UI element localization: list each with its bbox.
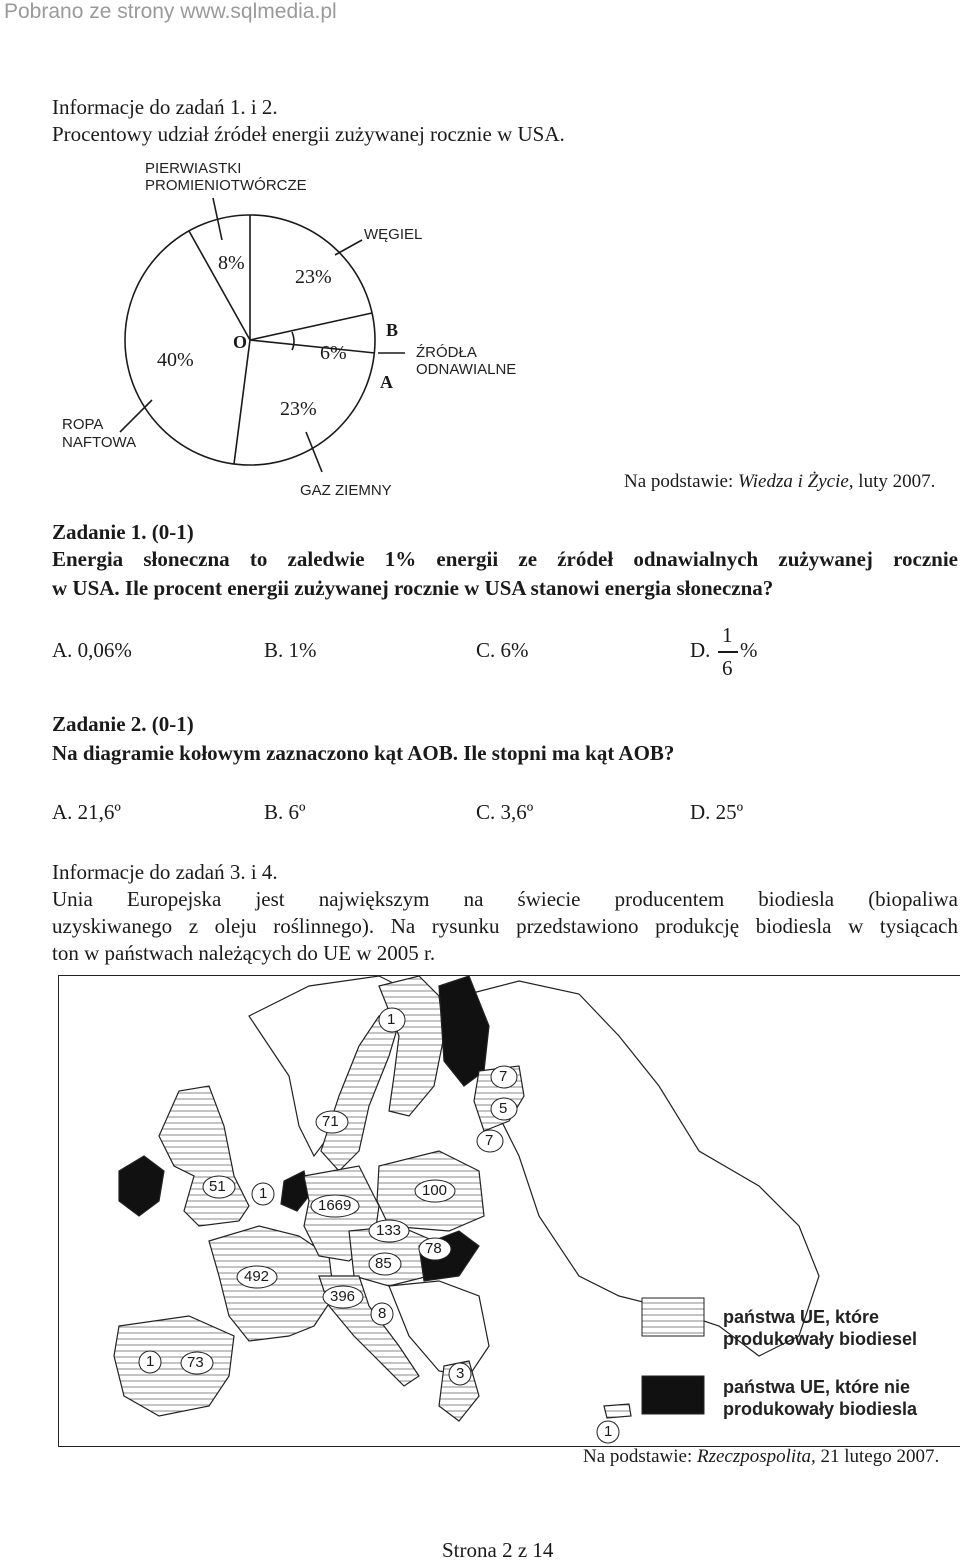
value-poland: 100 (413, 1178, 457, 1209)
leader-coal (335, 240, 362, 255)
angle-arc (292, 332, 294, 350)
map-source (583, 1446, 939, 1468)
label-renewable-l2: ODNAWIALNE (416, 361, 517, 378)
label-renewable-l1: ŹRÓDŁA (416, 344, 477, 361)
fraction-bar (718, 651, 738, 653)
pct-radioactive: 8% (218, 252, 245, 274)
value-slovakia: 78 (417, 1236, 453, 1267)
legend-nonproducers-l1: państwa UE, które nie (723, 1377, 911, 1397)
task1-option-d-numerator: 1 (722, 623, 733, 647)
value-uk: 51 (201, 1174, 237, 1205)
legend-swatch-producers (642, 1298, 704, 1336)
cyprus (604, 1404, 631, 1418)
point-o: O (233, 332, 248, 352)
label-radioactive-l1: PIERWIASTKI (145, 160, 242, 177)
value-spain: 73 (179, 1350, 215, 1381)
ireland-black (119, 1156, 164, 1216)
leader-oil (120, 400, 152, 432)
europe-map (58, 975, 960, 1447)
pie-chart (0, 150, 960, 510)
leader-gas (306, 432, 322, 472)
task1-title: Zadanie 1. (0-1) (52, 520, 194, 544)
info2-heading: Informacje do zadań 3. i 4. (52, 860, 278, 884)
value-estonia: 7 (489, 1064, 519, 1095)
uk (159, 1086, 249, 1226)
task2-question: Na diagramie kołowym zaznaczono kąt AOB. Ile stopni ma kąt AOB? (52, 741, 675, 765)
task1-line1: Energia słoneczna to zaledwie 1% energii ze źródeł odnawialnych zużywanej rocznie (52, 547, 958, 571)
task1-option-b: B. 1% (264, 638, 317, 662)
task1-line2: w USA. Ile procent energii zużywanej rocznie w USA stanowi energia słoneczna? (52, 576, 774, 600)
value-slovenia: 8 (369, 1301, 395, 1332)
pct-coal: 23% (295, 266, 332, 288)
label-radioactive-l2: PROMIENIOTWÓRCZE (145, 177, 307, 194)
label-oil-l1: ROPA (62, 416, 104, 433)
pie-source-prefix: Na podstawie: (624, 471, 738, 492)
value-lithuania: 7 (475, 1128, 505, 1159)
value-greece: 3 (447, 1361, 473, 1392)
point-a: A (380, 372, 393, 392)
legend-nonproducers-l2: produkowały biodiesla (723, 1399, 918, 1419)
legend-producers-l2: produkowały biodiesel (723, 1329, 918, 1349)
info2-line1: Unia Europejska jest największym na świecie producentem biodiesla (biopaliwa (52, 887, 958, 911)
legend-swatch-nonproducers (642, 1376, 704, 1414)
task1-option-c: C. 6% (476, 638, 529, 662)
value-belgium: 1 (250, 1181, 276, 1212)
info2-line2: uzyskiwanego z oleju roślinnego). Na rysunku przedstawiono produkcję biodiesla w tysiącach (52, 914, 958, 938)
task2-option-a: A. 21,6º (52, 800, 121, 824)
info1-subtitle: Procentowy udział źródeł energii zużywanej rocznie w USA. (52, 122, 565, 146)
info2-line3: ton w państwach należących do UE w 2005 r. (52, 941, 436, 965)
task1-option-d-label: D. (690, 638, 711, 662)
label-oil-l2: NAFTOWA (62, 434, 137, 451)
watermark: Pobrano ze strony www.sqlmedia.pl (4, 0, 337, 23)
task1-option-d-denominator: 6 (722, 656, 733, 680)
page-footer: Strona 2 z 14 (442, 1538, 554, 1562)
value-sweden: 71 (314, 1109, 350, 1140)
pct-oil: 40% (157, 349, 194, 371)
pie-source (624, 471, 935, 493)
pct-gas: 23% (280, 398, 317, 420)
info1-heading: Informacje do zadań 1. i 2. (52, 95, 278, 119)
value-france: 492 (235, 1264, 279, 1295)
label-coal: WĘGIEL (364, 226, 423, 243)
task2-option-d: D. 25º (690, 800, 744, 824)
non-eu-east (461, 981, 819, 1356)
pct-renewable: 6% (320, 342, 347, 364)
pie-source-title: Wiedza i Życie, (737, 471, 854, 492)
task2-option-c: C. 3,6º (476, 800, 534, 824)
value-austria: 85 (367, 1251, 403, 1282)
pie-divider-radioactive (189, 231, 250, 340)
value-finland: 1 (377, 1005, 407, 1040)
iberia (114, 1316, 234, 1416)
value-czech: 133 (367, 1218, 411, 1249)
task2-option-b: B. 6º (264, 800, 306, 824)
map-source-title: Rzeczpospolita, (696, 1446, 816, 1467)
pie-source-date: luty 2007. (853, 471, 936, 492)
pie-divider-a (250, 340, 375, 353)
label-gas: GAZ ZIEMNY (300, 482, 392, 499)
point-b: B (386, 320, 399, 340)
task1-option-d-percent: % (740, 638, 758, 662)
pie-divider-b (250, 313, 372, 340)
task2-title: Zadanie 2. (0-1) (52, 712, 194, 736)
value-italy: 396 (321, 1284, 365, 1315)
value-portugal: 1 (137, 1349, 163, 1380)
map-source-prefix: Na podstawie: (583, 1446, 697, 1467)
task1-option-a: A. 0,06% (52, 638, 132, 662)
value-germany: 1669 (309, 1193, 361, 1224)
value-latvia: 5 (489, 1096, 519, 1127)
pie-divider-bottom (234, 340, 250, 464)
value-cyprus: 1 (595, 1419, 621, 1447)
legend-producers-l1: państwa UE, które (723, 1307, 880, 1327)
map-source-date: 21 lutego 2007. (815, 1446, 940, 1467)
